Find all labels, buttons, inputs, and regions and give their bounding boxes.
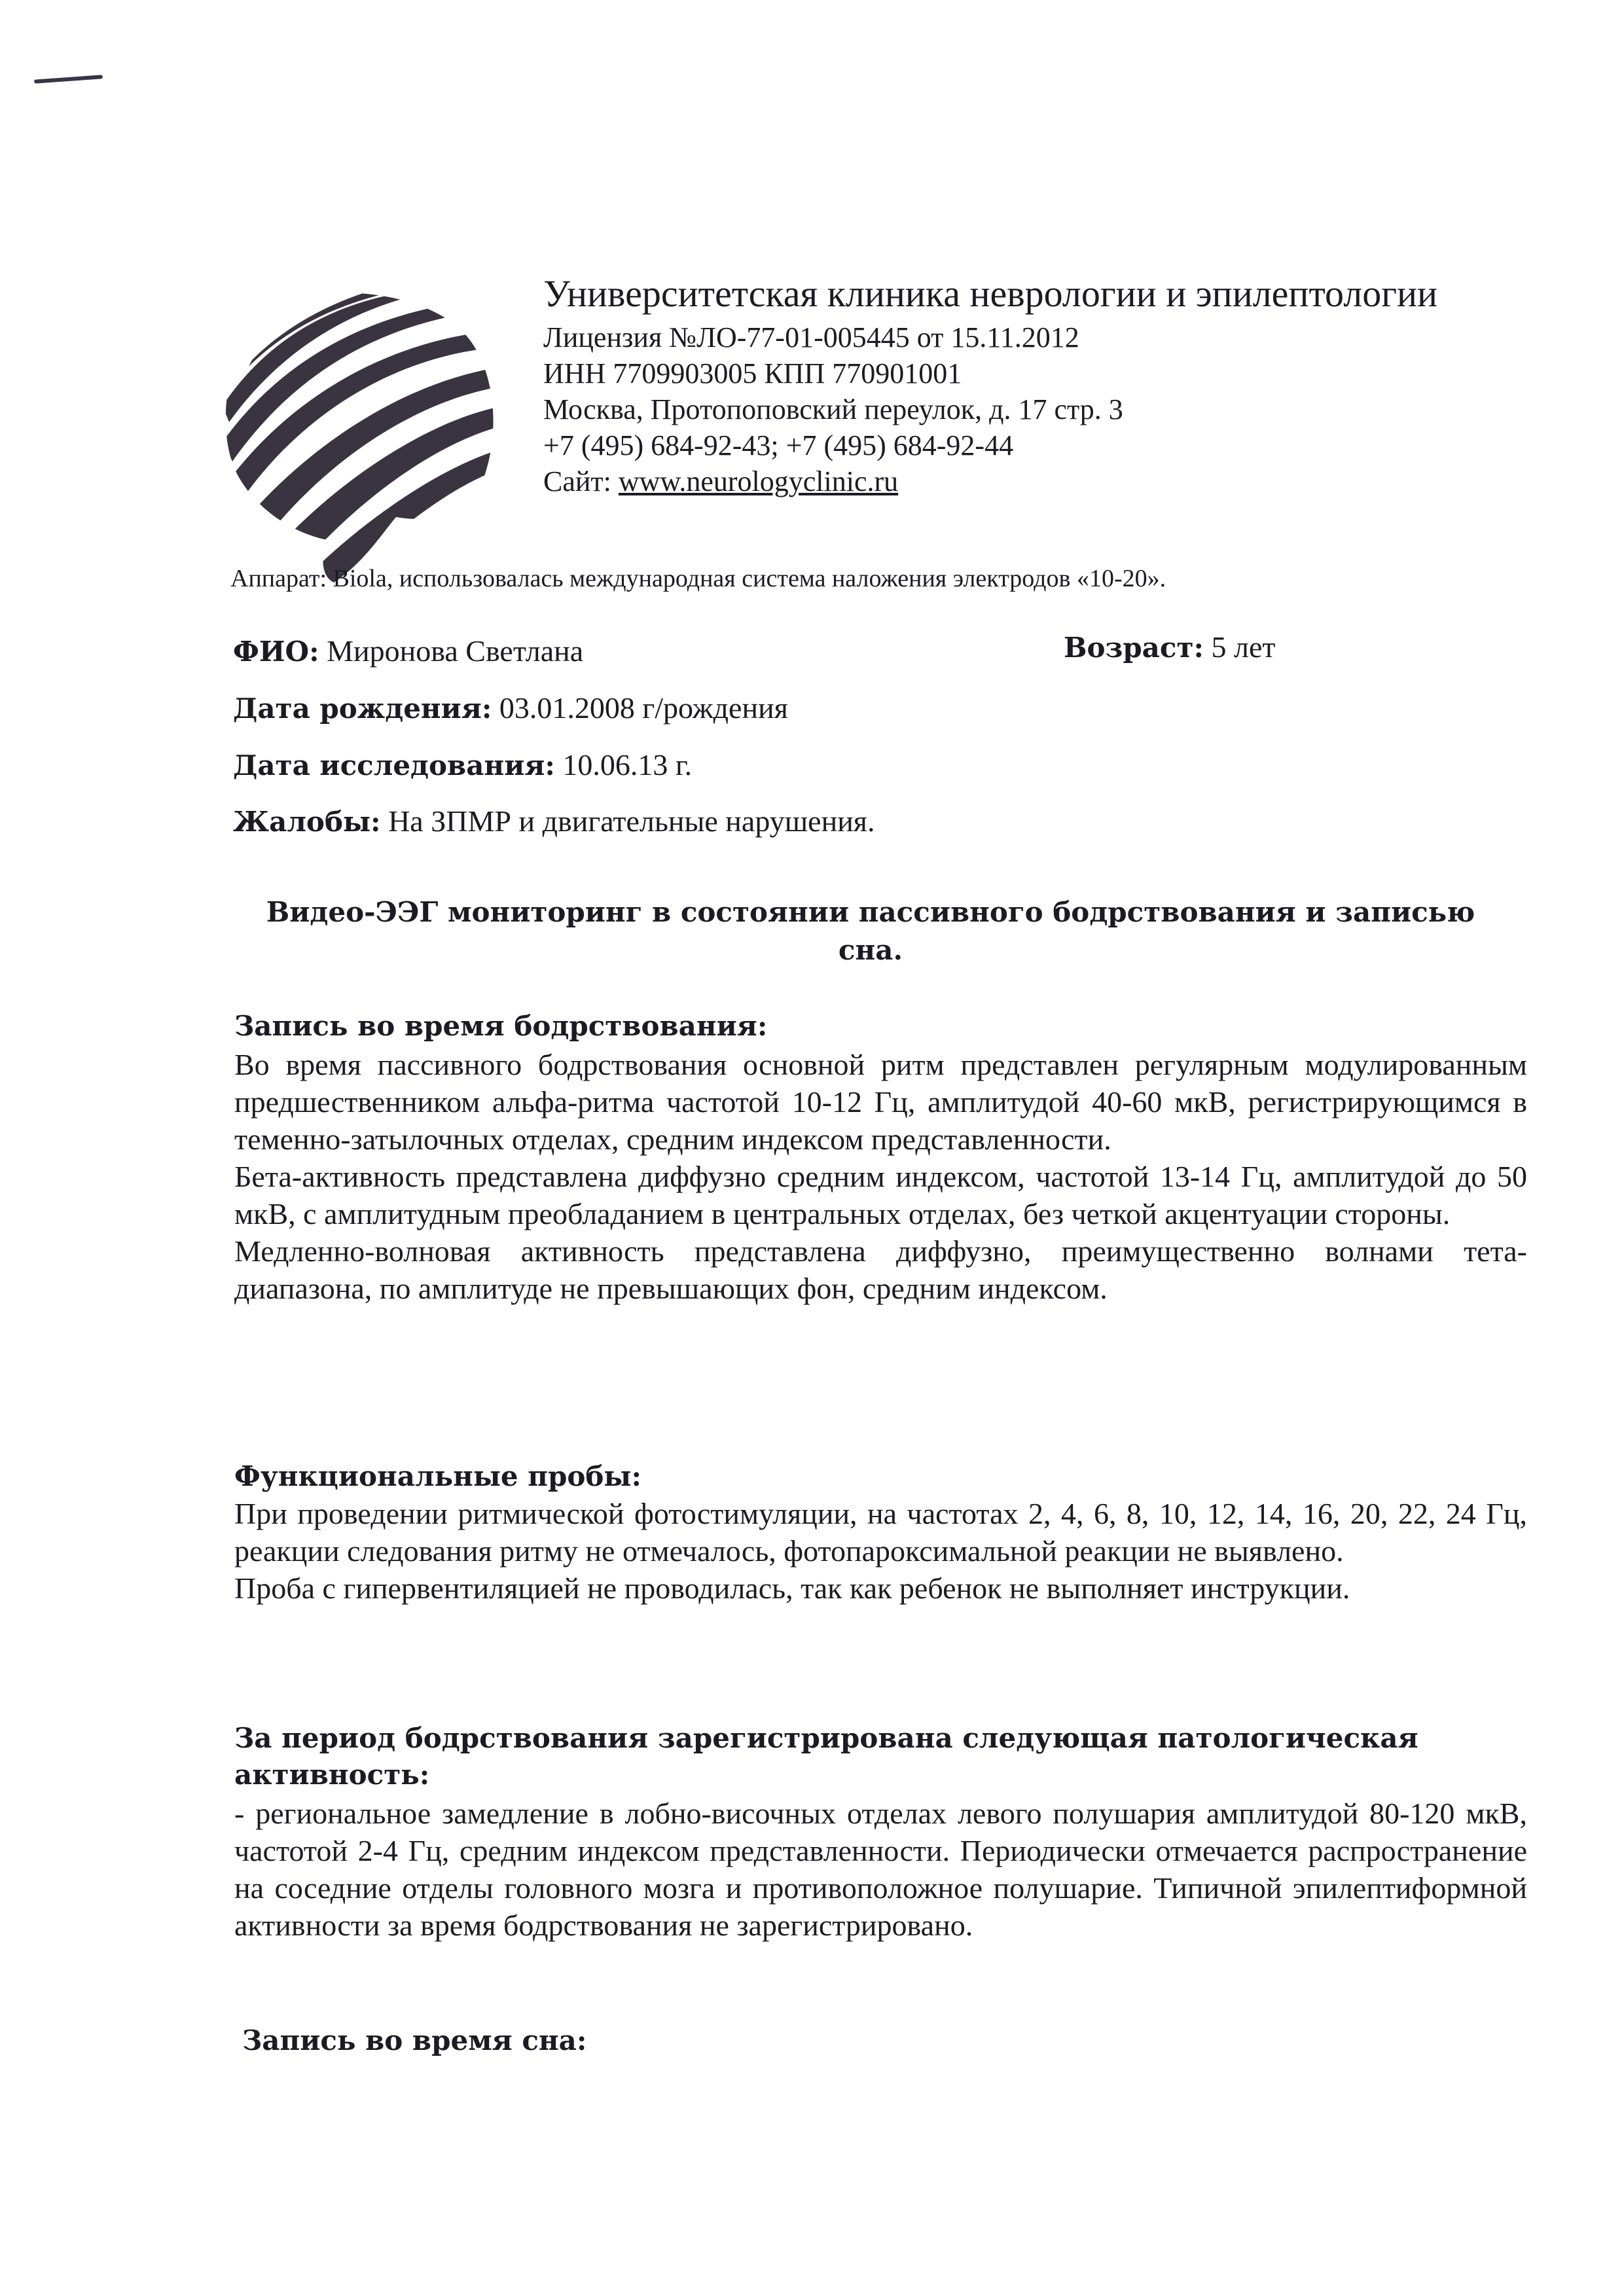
exam-date bbox=[233, 747, 692, 782]
tests-text bbox=[234, 1495, 1527, 1607]
clinic-name: Университетская клиника неврологии и эпилептологии bbox=[543, 272, 1438, 315]
site-link[interactable]: www.neurologyclinic.ru bbox=[618, 465, 899, 497]
dob-label: Дата рождения: bbox=[233, 692, 492, 725]
paragraph: - региональное замедление в лобно-височных отделах левого полушария амплитудой 80-120 мкВ, частотой 2-4 Гц, средним индексом представленности. Периодически отмечается распространение на соседние отделы головного мозга и противоположное полушарие. Типичной эпилептиформной активности за время бодрствования не зарегистрировано. bbox=[234, 1797, 1527, 1942]
report-title: Видео-ЭЭГ мониторинг в состоянии пассивного бодрствования и записью сна. bbox=[266, 896, 1475, 966]
pathology-heading: За период бодрствования зарегистрирована следующая патологическая активность: bbox=[234, 1722, 1418, 1791]
paragraph: Во время пассивного бодрствования основной ритм представлен регулярным модулированным предшественником альфа-ритма частотой 10-12 Гц, амплитудой 40-60 мкВ, регистрирующимся в теменно-затылочных отделах, средним индексом представленности. bbox=[234, 1048, 1527, 1156]
tests-heading: Функциональные пробы: bbox=[234, 1460, 642, 1492]
complaints-label: Жалобы: bbox=[233, 806, 381, 838]
website bbox=[543, 463, 1525, 499]
sleep-heading: Запись во время сна: bbox=[242, 2024, 587, 2056]
name-label: ФИО: bbox=[233, 636, 319, 668]
site-label: Сайт: bbox=[543, 465, 619, 497]
address: Москва, Протопоповский переулок, д. 17 стр. 3 bbox=[543, 393, 1123, 425]
wake-text bbox=[234, 1046, 1527, 1307]
complaints-value: На ЗПМР и двигательные нарушения. bbox=[388, 804, 875, 838]
paragraph: Проба с гипервентиляцией не проводилась, так как ребенок не выполняет инструкции. bbox=[234, 1571, 1350, 1605]
brain-logo-icon bbox=[223, 288, 504, 589]
name-value: Миронова Светлана bbox=[327, 634, 584, 668]
complaints bbox=[233, 804, 875, 838]
clinic-header bbox=[543, 268, 1525, 499]
paragraph: Бета-активность представлена диффузно средним индексом, частотой 13-14 Гц, амплитудой до 50 мкВ, с амплитудным преобладанием в центральных отделах, без четкой акцентуации стороны. bbox=[234, 1160, 1527, 1230]
patient-age bbox=[1064, 630, 1275, 664]
wake-heading: Запись во время бодрствования: bbox=[234, 1010, 768, 1042]
age-label: Возраст: bbox=[1064, 632, 1204, 664]
patient-dob bbox=[233, 691, 788, 725]
paragraph: Медленно-волновая активность представлена диффузно, преимущественно волнами тета-диапазона, по амплитуде не превышающих фон, средним индексом. bbox=[234, 1234, 1527, 1305]
device-info: Аппарат: Biola, использовалась международная система наложения электродов «10-20». bbox=[230, 565, 1166, 592]
age-value: 5 лет bbox=[1211, 630, 1276, 664]
pen-mark bbox=[34, 75, 103, 83]
exam-date-label: Дата исследования: bbox=[233, 749, 555, 781]
license: Лицензия №ЛО-77-01-005445 от 15.11.2012 bbox=[543, 321, 1079, 353]
pathology-text bbox=[234, 1795, 1527, 1944]
phones: +7 (495) 684-92-43; +7 (495) 684-92-44 bbox=[543, 429, 1014, 461]
exam-date-value: 10.06.13 г. bbox=[562, 748, 693, 781]
dob-value: 03.01.2008 г/рождения bbox=[499, 691, 788, 725]
inn-kpp: ИНН 7709903005 КПП 770901001 bbox=[543, 357, 962, 389]
patient-name bbox=[233, 634, 583, 668]
paragraph: При проведении ритмической фотостимуляции, на частотах 2, 4, 6, 8, 10, 12, 14, 16, 20, 22, 24 Гц, реакции следования ритму не отмечалось, фотопароксимальной реакции не выявлено. bbox=[234, 1497, 1527, 1568]
